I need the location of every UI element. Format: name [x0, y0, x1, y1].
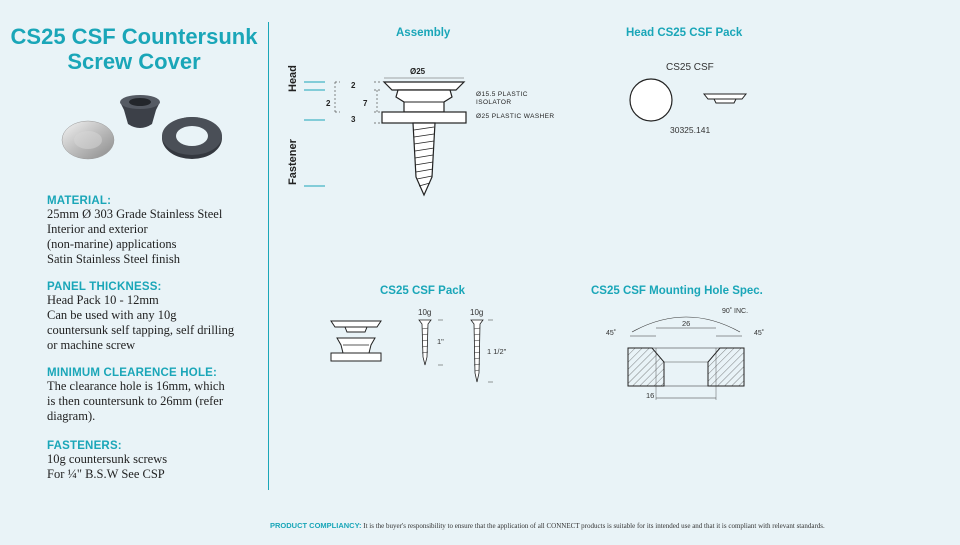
dim-3: 3 [351, 115, 356, 124]
panel-left [628, 348, 664, 386]
head-side-label: Head [287, 65, 299, 92]
head-pack-title: Head CS25 CSF Pack [626, 27, 743, 39]
panel-thickness-line: countersunk self tapping, self drilling [47, 323, 235, 337]
product-title-line-2: Screw Cover [67, 49, 201, 74]
screw1-gauge: 10g [418, 308, 432, 317]
product-title [0, 24, 268, 74]
panel-thickness-heading: PANEL THICKNESS: [47, 281, 162, 293]
mounting-title: CS25 CSF Mounting Hole Spec. [591, 285, 763, 297]
panel-thickness-line: Head Pack 10 - 12mm [47, 293, 159, 307]
column-divider [268, 22, 269, 490]
left-angle-label: 45˚ [606, 330, 617, 337]
product-title-line-1: CS25 CSF Countersunk [10, 24, 258, 49]
pack-cover [331, 321, 381, 327]
washer [382, 112, 466, 123]
material-line: 25mm Ø 303 Grade Stainless Steel [47, 207, 223, 221]
clearance-hole-line: is then countersunk to 26mm (refer [47, 394, 223, 408]
clearance-hole-line: diagram). [47, 409, 96, 423]
isolator-label-2: ISOLATOR [476, 99, 512, 106]
panel-right [708, 348, 744, 386]
material-heading: MATERIAL: [47, 195, 112, 207]
screw2-gauge: 10g [470, 308, 484, 317]
screw1-length: 1" [437, 337, 444, 346]
material-line: Interior and exterior [47, 222, 148, 236]
head-pack-code: 30325.141 [670, 125, 711, 135]
washer-label: Ø25 PLASTIC WASHER [476, 113, 555, 120]
screw-1 [419, 320, 431, 365]
assembly-title: Assembly [396, 27, 451, 39]
material-line: (non-marine) applications [47, 237, 177, 251]
pack-title: CS25 CSF Pack [380, 285, 466, 297]
material-section [47, 195, 267, 267]
footer-label: PRODUCT COMPLIANCY: [270, 521, 362, 530]
cover-head [384, 82, 464, 90]
pack-isolator [337, 338, 375, 353]
assembly-drawing [280, 50, 580, 210]
cover-side-view [704, 94, 746, 99]
clearance-hole-section [47, 367, 267, 424]
isolator-label-1: Ø15.5 PLASTIC [476, 91, 528, 98]
fasteners-heading: FASTENERS: [47, 440, 122, 452]
pack-washer [331, 353, 381, 361]
material-line: Satin Stainless Steel finish [47, 252, 180, 266]
screw-2 [471, 320, 483, 382]
fasteners-line: For ¼" B.S.W See CSP [47, 467, 165, 481]
mounting-hole-drawing [596, 302, 776, 402]
panel-thickness-line: Can be used with any 10g [47, 308, 177, 322]
right-angle-label: 45˚ [754, 330, 765, 337]
clearance-hole-heading: MINIMUM CLEARENCE HOLE: [47, 367, 218, 379]
head-pack-drawing [620, 55, 770, 145]
dimension-brackets [335, 82, 380, 123]
fasteners-line: 10g countersunk screws [47, 452, 168, 466]
screw [413, 123, 435, 195]
dim-2-top: 2 [351, 81, 356, 90]
side-markers [304, 82, 325, 186]
product-compliancy-footer [270, 521, 825, 530]
head-pack-label: CS25 CSF [666, 62, 714, 73]
bottom-dim-label: 16 [646, 391, 655, 400]
screw2-length: 1 1/2" [487, 347, 507, 356]
top-dim-label: 26 [682, 319, 691, 328]
dim-7: 7 [363, 99, 368, 108]
fasteners-section [47, 440, 267, 482]
panel-thickness-section [47, 281, 267, 353]
product-photo [60, 88, 230, 163]
clearance-hole-line: The clearance hole is 16mm, which [47, 379, 225, 393]
footer-text: It is the buyer's responsibility to ensure that the application of all CONNECT products is suitable for its intended use and that it is compliant with relevant standards. [361, 522, 825, 530]
diameter-25-label: Ø25 [410, 67, 426, 76]
fastener-side-label: Fastener [287, 139, 299, 185]
pack-drawing [325, 305, 545, 385]
isolator [396, 90, 452, 112]
cover-top-view [630, 79, 672, 121]
dim-2-left: 2 [326, 99, 331, 108]
panel-thickness-line: or machine screw [47, 338, 136, 352]
angle-inc-label: 90˚ INC. [722, 308, 749, 315]
